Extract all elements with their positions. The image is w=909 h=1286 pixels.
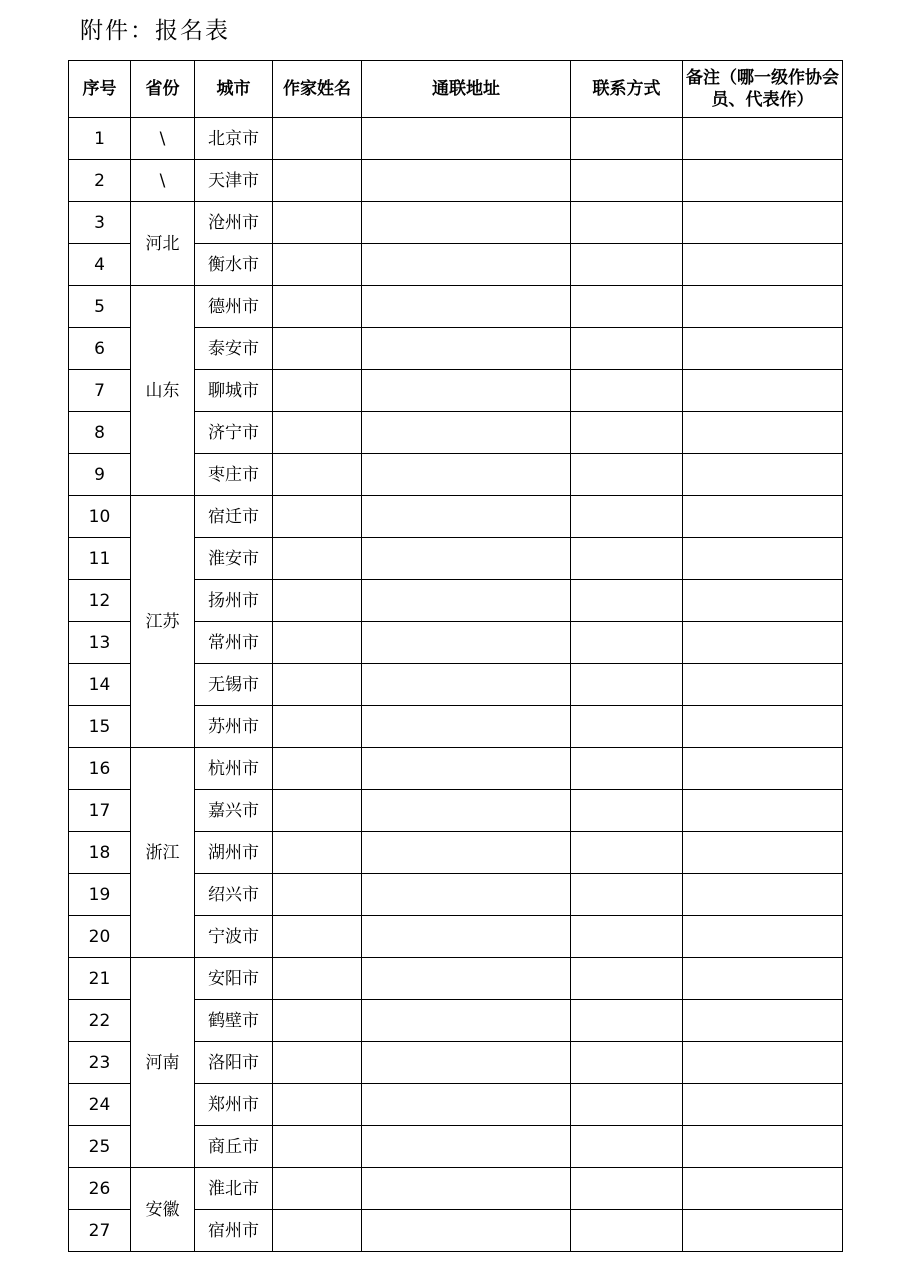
cell-remarks[interactable] <box>683 538 843 580</box>
cell-province: \ <box>131 160 195 202</box>
cell-city: 杭州市 <box>195 748 273 790</box>
cell-writer-name[interactable] <box>273 1084 362 1126</box>
cell-serial-number: 20 <box>69 916 131 958</box>
cell-city: 洛阳市 <box>195 1042 273 1084</box>
cell-contact-info[interactable] <box>571 328 683 370</box>
cell-writer-name[interactable] <box>273 1000 362 1042</box>
cell-serial-number: 27 <box>69 1210 131 1252</box>
cell-mailing-address[interactable] <box>362 1126 571 1168</box>
cell-city: 淮北市 <box>195 1168 273 1210</box>
cell-writer-name[interactable] <box>273 748 362 790</box>
cell-contact-info[interactable] <box>571 1084 683 1126</box>
cell-serial-number: 23 <box>69 1042 131 1084</box>
cell-remarks[interactable] <box>683 1084 843 1126</box>
cell-writer-name[interactable] <box>273 622 362 664</box>
cell-city: 鹤壁市 <box>195 1000 273 1042</box>
cell-mailing-address[interactable] <box>362 790 571 832</box>
cell-contact-info[interactable] <box>571 580 683 622</box>
cell-writer-name[interactable] <box>273 286 362 328</box>
table-row <box>69 202 843 244</box>
cell-serial-number: 15 <box>69 706 131 748</box>
cell-serial-number: 3 <box>69 202 131 244</box>
cell-writer-name[interactable] <box>273 370 362 412</box>
cell-writer-name[interactable] <box>273 160 362 202</box>
cell-mailing-address[interactable] <box>362 622 571 664</box>
cell-city: 郑州市 <box>195 1084 273 1126</box>
cell-mailing-address[interactable] <box>362 118 571 160</box>
cell-contact-info[interactable] <box>571 244 683 286</box>
cell-contact-info[interactable] <box>571 202 683 244</box>
cell-serial-number: 11 <box>69 538 131 580</box>
cell-writer-name[interactable] <box>273 706 362 748</box>
cell-contact-info[interactable] <box>571 622 683 664</box>
cell-writer-name[interactable] <box>273 496 362 538</box>
cell-contact-info[interactable] <box>571 664 683 706</box>
cell-serial-number: 26 <box>69 1168 131 1210</box>
header-mailing-address: 通联地址 <box>362 61 571 118</box>
cell-remarks[interactable] <box>683 454 843 496</box>
table-row <box>69 748 843 790</box>
cell-mailing-address[interactable] <box>362 370 571 412</box>
cell-remarks[interactable] <box>683 664 843 706</box>
cell-mailing-address[interactable] <box>362 874 571 916</box>
table-row <box>69 286 843 328</box>
cell-serial-number: 4 <box>69 244 131 286</box>
header-city: 城市 <box>195 61 273 118</box>
cell-mailing-address[interactable] <box>362 244 571 286</box>
cell-serial-number: 18 <box>69 832 131 874</box>
cell-city: 常州市 <box>195 622 273 664</box>
cell-city: 扬州市 <box>195 580 273 622</box>
cell-remarks[interactable] <box>683 622 843 664</box>
cell-city: 商丘市 <box>195 1126 273 1168</box>
cell-mailing-address[interactable] <box>362 412 571 454</box>
cell-remarks[interactable] <box>683 160 843 202</box>
cell-city: 嘉兴市 <box>195 790 273 832</box>
header-row <box>69 61 843 118</box>
cell-city: 衡水市 <box>195 244 273 286</box>
cell-contact-info[interactable] <box>571 538 683 580</box>
cell-serial-number: 12 <box>69 580 131 622</box>
header-writer-name: 作家姓名 <box>273 61 362 118</box>
cell-contact-info[interactable] <box>571 412 683 454</box>
cell-serial-number: 9 <box>69 454 131 496</box>
cell-mailing-address[interactable] <box>362 1042 571 1084</box>
cell-province: 河北 <box>131 202 195 286</box>
cell-serial-number: 1 <box>69 118 131 160</box>
cell-writer-name[interactable] <box>273 958 362 1000</box>
cell-city: 宁波市 <box>195 916 273 958</box>
cell-contact-info[interactable] <box>571 790 683 832</box>
cell-province: 江苏 <box>131 496 195 748</box>
cell-writer-name[interactable] <box>273 454 362 496</box>
cell-mailing-address[interactable] <box>362 286 571 328</box>
cell-city: 绍兴市 <box>195 874 273 916</box>
cell-serial-number: 22 <box>69 1000 131 1042</box>
cell-city: 北京市 <box>195 118 273 160</box>
cell-mailing-address[interactable] <box>362 1210 571 1252</box>
cell-contact-info[interactable] <box>571 1168 683 1210</box>
cell-mailing-address[interactable] <box>362 706 571 748</box>
cell-remarks[interactable] <box>683 286 843 328</box>
cell-writer-name[interactable] <box>273 538 362 580</box>
cell-serial-number: 16 <box>69 748 131 790</box>
cell-city: 聊城市 <box>195 370 273 412</box>
cell-remarks[interactable] <box>683 790 843 832</box>
cell-writer-name[interactable] <box>273 1042 362 1084</box>
cell-serial-number: 7 <box>69 370 131 412</box>
cell-city: 湖州市 <box>195 832 273 874</box>
cell-serial-number: 8 <box>69 412 131 454</box>
cell-writer-name[interactable] <box>273 412 362 454</box>
cell-mailing-address[interactable] <box>362 454 571 496</box>
cell-province: 安徽 <box>131 1168 195 1252</box>
table-row <box>69 1168 843 1210</box>
cell-contact-info[interactable] <box>571 748 683 790</box>
cell-city: 德州市 <box>195 286 273 328</box>
cell-contact-info[interactable] <box>571 1126 683 1168</box>
cell-writer-name[interactable] <box>273 874 362 916</box>
cell-remarks[interactable] <box>683 1000 843 1042</box>
cell-writer-name[interactable] <box>273 664 362 706</box>
cell-serial-number: 13 <box>69 622 131 664</box>
cell-contact-info[interactable] <box>571 286 683 328</box>
cell-city: 宿州市 <box>195 1210 273 1252</box>
cell-city: 苏州市 <box>195 706 273 748</box>
cell-city: 淮安市 <box>195 538 273 580</box>
cell-remarks[interactable] <box>683 244 843 286</box>
cell-writer-name[interactable] <box>273 790 362 832</box>
cell-province: 河南 <box>131 958 195 1168</box>
cell-serial-number: 5 <box>69 286 131 328</box>
cell-contact-info[interactable] <box>571 958 683 1000</box>
cell-mailing-address[interactable] <box>362 202 571 244</box>
cell-remarks[interactable] <box>683 916 843 958</box>
header-remarks: 备注（哪一级作协会员、代表作） <box>683 61 843 118</box>
cell-city: 天津市 <box>195 160 273 202</box>
cell-city: 安阳市 <box>195 958 273 1000</box>
cell-serial-number: 21 <box>69 958 131 1000</box>
cell-serial-number: 2 <box>69 160 131 202</box>
cell-serial-number: 19 <box>69 874 131 916</box>
cell-serial-number: 25 <box>69 1126 131 1168</box>
cell-mailing-address[interactable] <box>362 1084 571 1126</box>
cell-contact-info[interactable] <box>571 1042 683 1084</box>
cell-remarks[interactable] <box>683 328 843 370</box>
cell-mailing-address[interactable] <box>362 958 571 1000</box>
cell-remarks[interactable] <box>683 1210 843 1252</box>
cell-writer-name[interactable] <box>273 1126 362 1168</box>
cell-contact-info[interactable] <box>571 1000 683 1042</box>
cell-city: 无锡市 <box>195 664 273 706</box>
cell-contact-info[interactable] <box>571 706 683 748</box>
cell-mailing-address[interactable] <box>362 580 571 622</box>
cell-remarks[interactable] <box>683 1042 843 1084</box>
cell-city: 枣庄市 <box>195 454 273 496</box>
cell-mailing-address[interactable] <box>362 160 571 202</box>
cell-mailing-address[interactable] <box>362 538 571 580</box>
cell-remarks[interactable] <box>683 1168 843 1210</box>
cell-mailing-address[interactable] <box>362 1000 571 1042</box>
cell-mailing-address[interactable] <box>362 748 571 790</box>
cell-contact-info[interactable] <box>571 370 683 412</box>
table-row <box>69 160 843 202</box>
table-row <box>69 496 843 538</box>
table-row <box>69 118 843 160</box>
table-row <box>69 958 843 1000</box>
document-title: 附件：报名表 <box>80 18 230 44</box>
registration-table <box>68 60 843 1252</box>
cell-remarks[interactable] <box>683 832 843 874</box>
cell-mailing-address[interactable] <box>362 664 571 706</box>
header-province: 省份 <box>131 61 195 118</box>
cell-city: 济宁市 <box>195 412 273 454</box>
cell-remarks[interactable] <box>683 118 843 160</box>
cell-province: 浙江 <box>131 748 195 958</box>
cell-remarks[interactable] <box>683 202 843 244</box>
cell-contact-info[interactable] <box>571 496 683 538</box>
cell-province: \ <box>131 118 195 160</box>
cell-writer-name[interactable] <box>273 202 362 244</box>
cell-contact-info[interactable] <box>571 916 683 958</box>
cell-mailing-address[interactable] <box>362 916 571 958</box>
cell-mailing-address[interactable] <box>362 496 571 538</box>
cell-writer-name[interactable] <box>273 328 362 370</box>
cell-remarks[interactable] <box>683 958 843 1000</box>
cell-city: 泰安市 <box>195 328 273 370</box>
cell-remarks[interactable] <box>683 370 843 412</box>
cell-remarks[interactable] <box>683 580 843 622</box>
cell-mailing-address[interactable] <box>362 1168 571 1210</box>
cell-remarks[interactable] <box>683 706 843 748</box>
cell-contact-info[interactable] <box>571 118 683 160</box>
cell-remarks[interactable] <box>683 1126 843 1168</box>
cell-contact-info[interactable] <box>571 454 683 496</box>
cell-contact-info[interactable] <box>571 874 683 916</box>
cell-serial-number: 6 <box>69 328 131 370</box>
header-contact-info: 联系方式 <box>571 61 683 118</box>
cell-contact-info[interactable] <box>571 160 683 202</box>
cell-remarks[interactable] <box>683 748 843 790</box>
cell-mailing-address[interactable] <box>362 832 571 874</box>
cell-serial-number: 14 <box>69 664 131 706</box>
cell-contact-info[interactable] <box>571 1210 683 1252</box>
cell-writer-name[interactable] <box>273 832 362 874</box>
cell-city: 沧州市 <box>195 202 273 244</box>
cell-contact-info[interactable] <box>571 832 683 874</box>
cell-remarks[interactable] <box>683 496 843 538</box>
cell-serial-number: 17 <box>69 790 131 832</box>
cell-writer-name[interactable] <box>273 244 362 286</box>
cell-writer-name[interactable] <box>273 580 362 622</box>
cell-province: 山东 <box>131 286 195 496</box>
cell-mailing-address[interactable] <box>362 328 571 370</box>
cell-writer-name[interactable] <box>273 1168 362 1210</box>
cell-remarks[interactable] <box>683 412 843 454</box>
cell-serial-number: 10 <box>69 496 131 538</box>
header-serial-number: 序号 <box>69 61 131 118</box>
cell-city: 宿迁市 <box>195 496 273 538</box>
cell-writer-name[interactable] <box>273 1210 362 1252</box>
cell-serial-number: 24 <box>69 1084 131 1126</box>
cell-remarks[interactable] <box>683 874 843 916</box>
cell-writer-name[interactable] <box>273 118 362 160</box>
cell-writer-name[interactable] <box>273 916 362 958</box>
